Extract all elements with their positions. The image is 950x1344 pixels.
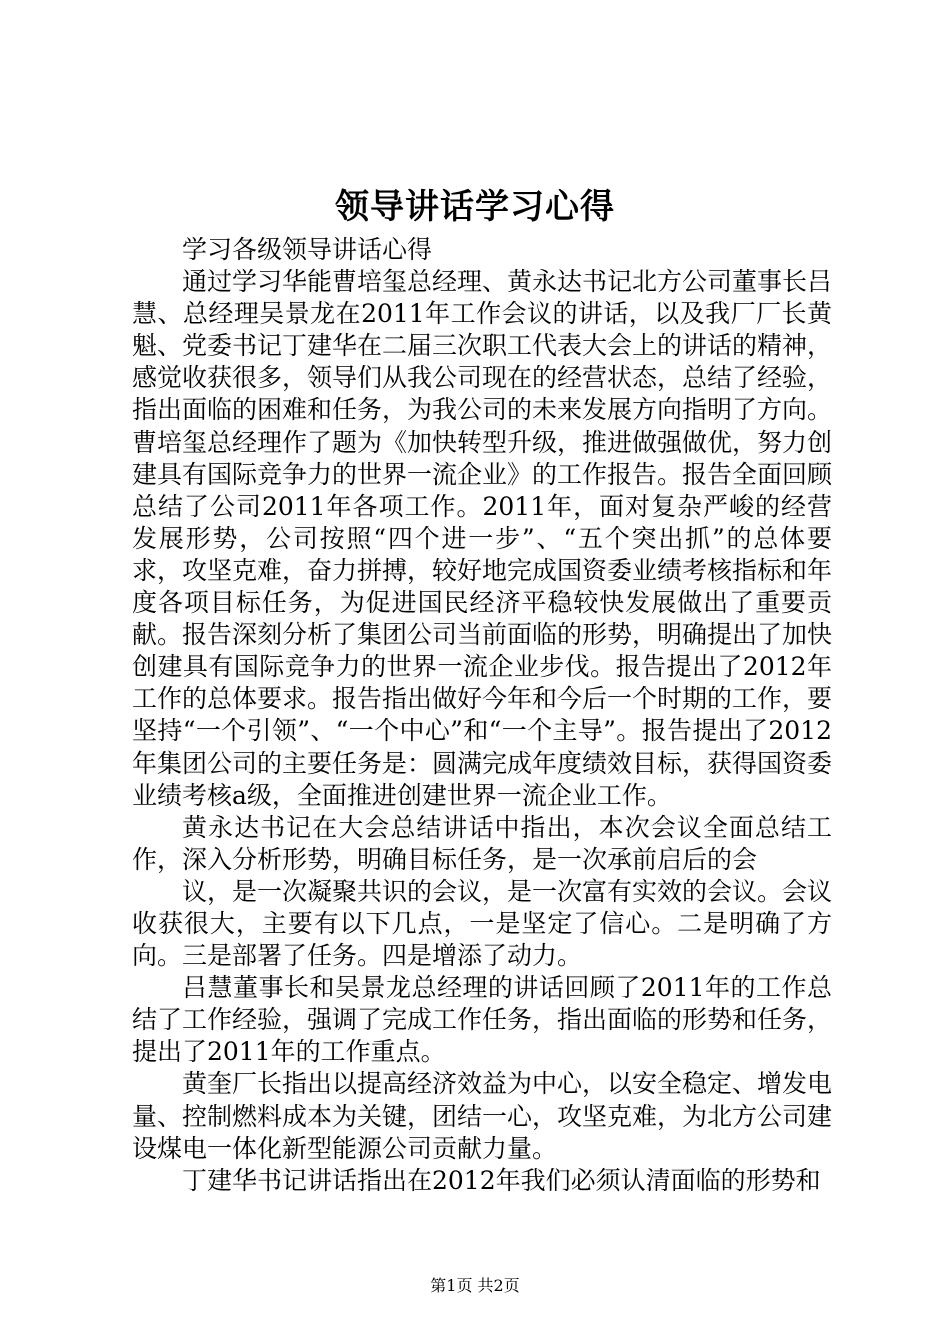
paragraph-subtitle: 学习各级领导讲话心得 [182,235,433,264]
paragraph: 议，是一次凝聚共识的会议，是一次富有实效的会议。会议收获很大，主要有以下几点，一是坚定了信心。二是明确了方向。三是部署了任务。四是增添了动力。 [132,876,833,971]
document-body [132,234,832,1197]
document-title: 领导讲话学习心得 [335,187,615,227]
paragraph: 丁建华书记讲话指出在2012年我们必须认清面临的形势和 [182,1165,821,1195]
paragraph: 黄奎厂长指出以提高经济效益为中心，以安全稳定、增发电量、控制燃料成本为关键，团结一心，攻坚克难，为北方公司建设煤电一体化新型能源公司贡献力量。 [132,1069,833,1163]
paragraph: 通过学习华能曹培玺总经理、黄永达书记北方公司董事长吕慧、总经理吴景龙在2011年工作会议的讲话，以及我厂厂长黄魁、党委书记丁建华在二届三次职工代表大会上的讲话的精神，感觉收获很多，领导们从我公司现在的经营状态，总结了经验，指出面临的困难和任务，为我公司的未来发展方向指明了方向。曹培玺总经理作了题为《加快转型升级，推进做强做优，努力创建具有国际竞争力的世界一流企业》的工作报告。报告全面回顾总结了公司2011年各项工作。2011年，面对复杂严峻的经营发展形势，公司按照“四个进一步”、“五个突出抓”的总体要求，攻坚克难，奋力拼搏，较好地完成国资委业绩考核指标和年度各项目标任务，为促进国民经济平稳较快发展做出了重要贡献。报告深刻分析了集团公司当前面临的形势，明确提出了加快创建具有国际竞争力的世界一流企业步伐。报告提出了2012年工作的总体要求。报告指出做好今年和今后一个时期的工作，要坚持“一个引领”、“一个中心”和“一个主导”。报告提出了2012年集团公司的主要任务是：圆满完成年度绩效目标，获得国资委业绩考核a级，全面推进创建世界一流企业工作。 [132,267,833,810]
paragraph: 吕慧董事长和吴景龙总经理的讲话回顾了2011年的工作总结了工作经验，强调了完成工作任务，指出面临的形势和任务，提出了2011年的工作重点。 [132,973,833,1067]
paragraph: 黄永达书记在大会总结讲话中指出，本次会议全面总结工作，深入分析形势，明确目标任务，是一次承前启后的会 [132,812,832,874]
page-footer: 第1页 共2页 [430,1276,520,1295]
